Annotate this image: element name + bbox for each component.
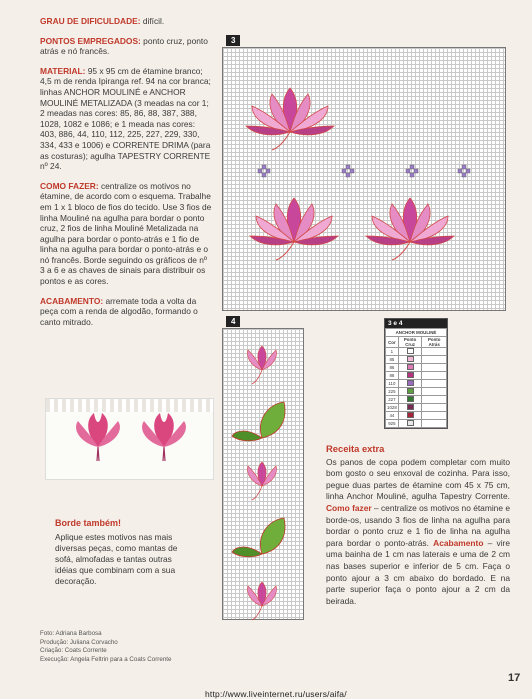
borde-text: Aplique estes motivos nas mais diversas peças, como mantas de sofá, almofadas e tantas outras idéias que combinam com a sua decoração. — [55, 532, 178, 586]
material-paragraph: MATERIAL: 95 x 95 cm de étamine branco; 4,5 m de renda Ipiranga ref. 94 na cor branca; linhas ANCHOR MOULINÉ e ANCHOR MOULINÉ METALIZADA (3 meadas na cor 1; 2 meadas nas cores: 85, 86, 88, 387, 388, 1028, 1082 e 1086; e 1 meada nas cores: 403, 886, 44, 110, 112, 225, 227, 229, 330, 334, 433 e 1006) e CORRENTE DRIMA (para as costuras); agulha TAPESTRY CORRENTE nº 24. — [40, 65, 211, 172]
acabamento-paragraph: ACABAMENTO: arremate toda a volta da peça com a renda de algodão, formando o canto mitrado. — [40, 295, 198, 327]
credit-producao: Produção: Juliana Corvacho — [40, 638, 118, 646]
color-code: 88 — [386, 372, 399, 380]
swatch-icon — [407, 364, 414, 370]
credit-foto: Foto: Adriana Barbosa — [40, 630, 102, 637]
cross-stitch-swatch — [398, 372, 422, 380]
cross-stitch-swatch — [398, 388, 422, 396]
backstitch-cell — [422, 364, 447, 372]
backstitch-cell — [422, 380, 447, 388]
como-fazer-paragraph: COMO FAZER: centralize os motivos no étamine, de acordo com o esquema. Trabalhe em 1 x 1 bloco de fios do tecido. Use 3 fios de linha Mouliné na agulha para bordar o ponto cruz, 2 fios de linha Mouliné Metalizada na agulha para bordar o ponto-atrás e 1 fio de linha na agulha para bordar o ponto-atrás e o nó francês. Borde seguindo os gráficos de nº 3 a 6 e as chaves de sinais para distribuir os pontos e as cores. — [40, 180, 212, 287]
backstitch-cell — [422, 372, 447, 380]
cross-stitch-swatch — [398, 420, 422, 428]
backstitch-cell — [422, 348, 447, 356]
header-ponto-cruz: Ponto Cruz — [398, 337, 422, 348]
color-key-row — [386, 348, 447, 356]
header-ponto-atras: Ponto Atrás — [422, 337, 447, 348]
grau-paragraph: GRAU DE DIFICULDADE: difícil. — [40, 16, 165, 26]
color-code: 85 — [386, 356, 399, 364]
swatch-icon — [407, 396, 414, 402]
swatch-icon — [407, 404, 414, 410]
color-code: 925 — [386, 420, 399, 428]
backstitch-cell — [422, 420, 447, 428]
color-key-row — [386, 372, 447, 380]
backstitch-cell — [422, 388, 447, 396]
backstitch-cell — [422, 356, 447, 364]
pontos-paragraph: PONTOS EMPREGADOS: ponto cruz, ponto atrás e nó francês. — [40, 35, 208, 57]
chart-3-label: 3 — [226, 35, 240, 46]
receita-title: Receita extra — [326, 443, 385, 454]
source-url[interactable]: http://www.liveinternet.ru/users/aifa/ — [205, 689, 347, 699]
color-key-row — [386, 364, 447, 372]
cross-stitch-swatch — [398, 412, 422, 420]
color-key-row — [386, 412, 447, 420]
swatch-icon — [407, 348, 414, 354]
credit-criacao: Criação: Coats Corrente — [40, 647, 107, 655]
header-cor: Cor — [386, 337, 399, 348]
cross-stitch-swatch — [398, 356, 422, 364]
receita-extra — [326, 443, 510, 607]
swatch-icon — [407, 356, 414, 362]
color-code: 1028 — [387, 405, 397, 410]
color-code: 1 — [386, 348, 399, 356]
color-key-row — [386, 404, 447, 412]
cross-stitch-swatch — [398, 404, 422, 412]
backstitch-cell — [422, 396, 447, 404]
color-code: 44 — [386, 412, 399, 420]
cross-stitch-swatch — [398, 396, 422, 404]
borde-title: Borde também! — [55, 518, 122, 528]
cross-stitch-swatch — [398, 380, 422, 388]
color-key-row — [386, 388, 447, 396]
swatch-icon — [407, 372, 414, 378]
receita-body: Os panos de copa podem completar com muito bom gosto o seu enxoval de cozinha. Para isso, pegue duas partes de étamine com 45 x 75 cm, linha Anchor Mouliné, agulha Tapestry Corrente. Como fazer – centralize os motivos no étamine e borde-os, usando 3 fios de linha na agulha para bordar o ponto cruz e 1 fio de linha na agulha para bordar o ponto-atrás. Acabamento – vire uma bainha de 1 cm nas laterais e uma de 2 cm nas bases superior e inferior de 5 cm. Faça o ponto ajour a 3 cm abaixo do bordado. E na parte superior faça o ponto ajour a 2 cm da beirada. — [326, 456, 511, 606]
credit-execucao: Execução: Angela Feltrin para a Coats Corrente — [40, 655, 172, 663]
color-key-row — [386, 356, 447, 364]
color-key-title: 3 e 4 — [385, 319, 447, 328]
color-key-row — [386, 420, 447, 428]
color-key-row — [386, 380, 447, 388]
cross-stitch-swatch — [398, 364, 422, 372]
swatch-icon — [407, 412, 414, 418]
swatch-icon — [407, 388, 414, 394]
chart-4-label: 4 — [226, 316, 240, 327]
color-key-row — [386, 396, 447, 404]
color-key-brand: ANCHOR MOULINÉ — [386, 329, 447, 337]
swatch-icon — [407, 420, 414, 426]
color-key — [384, 318, 448, 429]
color-code: 86 — [386, 364, 399, 372]
cross-stitch-swatch — [398, 348, 422, 356]
backstitch-cell — [422, 404, 447, 412]
color-code: 225 — [386, 388, 399, 396]
color-code: 110 — [386, 380, 399, 388]
backstitch-cell — [422, 412, 447, 420]
page-number: 17 — [508, 672, 521, 684]
color-key-table — [385, 328, 447, 428]
color-code: 227 — [386, 396, 399, 404]
swatch-icon — [407, 380, 414, 386]
